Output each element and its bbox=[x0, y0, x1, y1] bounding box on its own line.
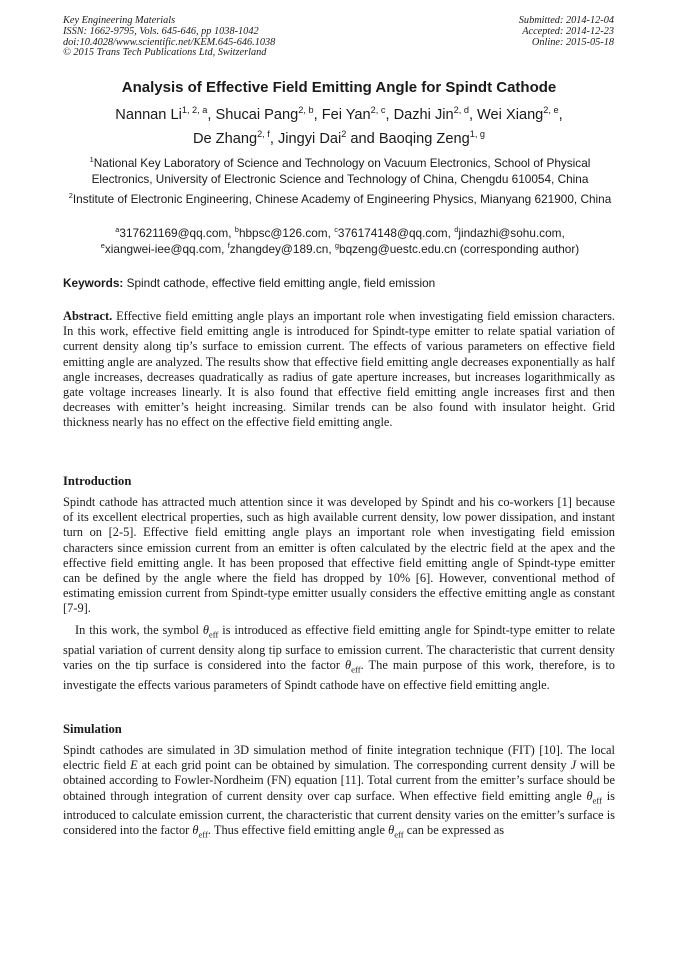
doi-line[interactable]: doi:10.4028/www.scientific.net/KEM.645-646.1038 bbox=[63, 36, 276, 48]
online-date: Online: 2015-05-18 bbox=[531, 36, 614, 48]
affiliation-1: $^1$National Key Laboratory of Science and Technology on Vacuum Electronics, School of Physical Electronics, University of Electronic Science and Technology of China, Chengdu 610054, China bbox=[89, 155, 591, 186]
email-link[interactable]: xiangwei-iee@qq.com, bbox=[104, 241, 228, 256]
paper-title: Analysis of Effective Field Emitting Angle for Spindt Cathode bbox=[121, 79, 557, 96]
author-emails: $^a$317621169@qq.com, $^b$hbpsc@126.com, $^c$376174148@qq.com, $^d$jindazhi@sohu.com, $^e$xiangwei-iee@qq.com, $^f$zhangdey@189.cn, $^g$bqzeng@uestc.edu.cn (corresponding author) bbox=[100, 225, 580, 256]
author: Shucai Pang$^{2, b}$, bbox=[215, 105, 322, 123]
author-list bbox=[40, 103, 638, 151]
theta-eff-symbol: $\theta_{eff}$ bbox=[202, 623, 219, 640]
email-link[interactable]: 376174148@qq.com, bbox=[337, 226, 455, 240]
issn-line: ISSN: 1662-9795, Vols. 645-646, pp 1038-1042 bbox=[63, 25, 259, 37]
journal-header-left bbox=[63, 16, 275, 59]
theta-eff-symbol: $\theta_{eff}$ bbox=[345, 657, 361, 675]
accepted-date: Accepted: 2014-12-23 bbox=[522, 25, 614, 37]
author: Jingyi Dai$^2$ and bbox=[277, 129, 379, 147]
author-line-2 bbox=[40, 127, 638, 151]
simulation-paragraph-1: Spindt cathodes are simulated in 3D simulation method of finite integration technique (FIT) [10]. The local electric field E at each grid point can be obtained by simulation. The corresponding current density J will be obtained according to Fowler-Nordheim (FN) equation [11]. Total current from the emitter’s surface should be obtained through integration of current density over cap surface. When effective field emitting angle $\theta_{eff}$ is introduced to calculate emission current, the characteristic that current density varies on the emitter’s surface is considered into the factor $\theta_{eff}$. Thus effective field emitting angle $\theta_{eff}$ can be expressed as bbox=[63, 743, 615, 840]
theta-eff-symbol: $\theta_{eff}$ bbox=[388, 823, 404, 840]
abstract-label: Abstract. bbox=[63, 309, 113, 323]
field-symbol: E bbox=[130, 758, 138, 773]
keywords-label: Keywords: bbox=[63, 276, 124, 290]
author: Wei Xiang$^{2, e}$, bbox=[477, 105, 563, 123]
author: Nannan Li$^{1, 2, a}$, bbox=[115, 105, 216, 123]
email-link[interactable]: jindazhi@sohu.com, bbox=[458, 226, 565, 240]
author: Dazhi Jin$^{2, d}$, bbox=[393, 105, 478, 123]
introduction-heading: Introduction bbox=[63, 474, 132, 488]
author: De Zhang$^{2, f}$, bbox=[192, 129, 278, 147]
theta-eff-symbol: $\theta_{eff}$ bbox=[192, 823, 208, 840]
author: Fei Yan$^{2, c}$, bbox=[321, 105, 394, 123]
journal-name: Key Engineering Materials bbox=[63, 15, 176, 26]
journal-header-right bbox=[519, 16, 614, 48]
introduction-paragraph-2: In this work, the symbol $\theta_{eff}$ is introduced as effective field emitting angle for Spindt-type emitter to relate spatial variation of current density along tip surface to emission current. The characteristic that current density varies on the tip surface is considered into the factor $\theta_{eff}$. The main purpose of this work, therefore, is to investigate the effects various parameters of Spindt cathode have on effective field emitting angle. bbox=[63, 623, 615, 692]
keywords bbox=[63, 276, 615, 290]
keywords-text: Spindt cathode, effective field emitting angle, field emission bbox=[123, 276, 436, 290]
submitted-date: Submitted: 2014-12-04 bbox=[518, 15, 614, 26]
abstract-text: Effective field emitting angle plays an important role when investigating field emission characters. In this work, effective field emitting angle is introduced for Spindt-type emitter to relate spatial variation of current density along tip’s surface to emission current. The effects of various parameters on effective field emitting angle are analyzed. The results show that effective field emitting angle decreases exponentially as half angle increases, decreases quadratically as radius of gate aperture increases, but increases logarithmically as gate voltage increases linearly. It is also found that effective field emitting angle increases first and then decreases with emitter’s height increasing. Similar trends can be also found with insulator height. Grid thickness nearly has no effect on the effective field emitting angle. bbox=[63, 309, 615, 430]
simulation-heading: Simulation bbox=[63, 722, 122, 736]
current-density-symbol: J bbox=[570, 758, 577, 773]
abstract bbox=[63, 309, 615, 431]
author-line-1 bbox=[40, 103, 638, 127]
email-link[interactable]: zhangdey@189.cn, bbox=[229, 241, 335, 256]
email-link[interactable]: 317621169@qq.com, bbox=[119, 226, 235, 240]
author: Baoqing Zeng$^{1, g}$ bbox=[378, 129, 486, 147]
affiliation-2: $^2$Institute of Electronic Engineering, Chinese Academy of Engineering Physics, Mianyang 621900, China bbox=[68, 191, 612, 206]
email-link[interactable]: bqzeng@uestc.edu.cn (corresponding author) bbox=[339, 241, 580, 256]
theta-eff-symbol: $\theta_{eff}$ bbox=[586, 788, 602, 806]
introduction-paragraph-1: Spindt cathode has attracted much attention since it was developed by Spindt and his co-workers [1] because of its excellent electrical properties, such as high available current density, low power dissipation, and instant turn on [2-5]. Effective field emitting angle plays an important role when investigating field emission characters since emission current from an emitter is often calculated by the electric field at the apex and the effective field emitting angle. It has been proposed that effective field emitting angle of Spindt-type emitter can be defined by the angle where the field has dropped by 10% [6]. However, conventional method of estimating emission current from Spindt-type emitter usually considers the effective emitting angle as constant [7-9]. bbox=[63, 495, 615, 616]
copyright-line: © 2015 Trans Tech Publications Ltd, Switzerland bbox=[63, 47, 267, 59]
email-link[interactable]: hbpsc@126.com, bbox=[238, 226, 335, 240]
